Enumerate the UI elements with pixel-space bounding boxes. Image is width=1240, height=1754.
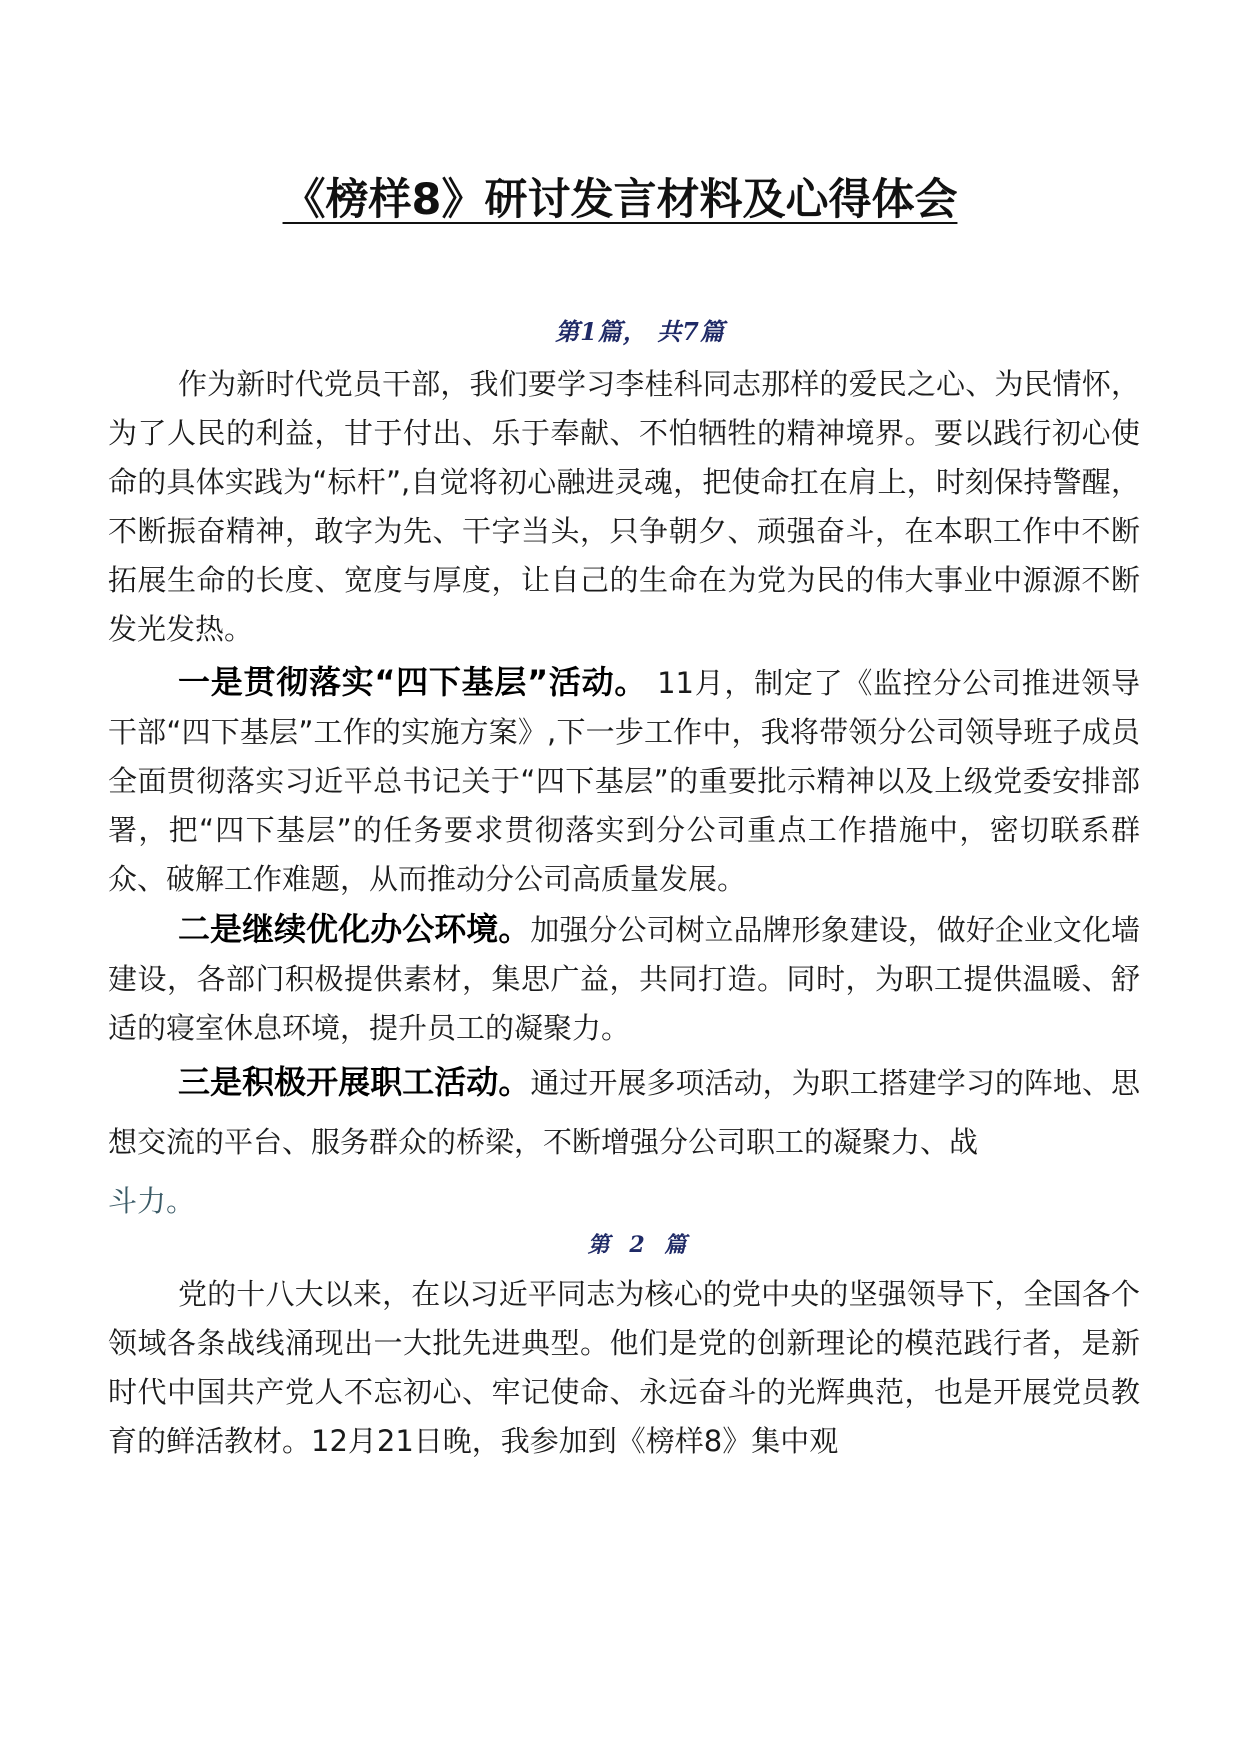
paragraph-intro [108,360,1140,654]
paragraph-lead: 二是继续优化办公环境。 [178,910,531,948]
paragraph-text: 党的十八大以来，在以习近平同志为核心的党中央的坚强领导下，全国各个领域各条战线涌现出一大批先进典型。他们是党的创新理论的模范践行者，是新时代中国共产党人不忘初心、牢记使命、永远奋斗的光辉典范，也是开展党员教育的鲜活教材。12月21日晚，我参加到《榜样8》集中观 [108,1277,1140,1458]
paragraph-text: 11月，制定了《监控分公司推进领导干部“四下基层”工作的实施方案》,下一步工作中，我将带领分公司领导班子成员全面贯彻落实习近平总书记关于“四下基层”的重要批示精神以及上级党委安排部署，把“四下基层”的任务要求贯彻落实到分公司重点工作措施中，密切联系群众、破解工作难题，从而推动分公司高质量发展。 [108,666,1140,896]
paragraph-section2-intro [108,1270,1140,1466]
paragraph-point-1 [108,658,1140,904]
section-heading-2: 第 2 篇 [587,1232,693,1258]
paragraph-text: 通过开展多项活动，为职工搭建学习的阵地、思想交流的平台、服务群众的桥梁，不断增强分公司职工的凝聚力、战 [108,1066,1140,1159]
paragraph-lead: 三是积极开展职工活动。 [178,1063,531,1101]
paragraph-text: 加强分公司树立品牌形象建设，做好企业文化墙建设，各部门积极提供素材，集思广益，共同打造。同时，为职工提供温暖、舒适的寝室休息环境，提升员工的凝聚力。 [108,913,1140,1045]
document-title [0,170,1240,230]
section-heading-1: 第1篇， 共7篇 [555,317,725,346]
paragraph-point-2 [108,905,1140,1053]
paragraph-lead: 一是贯彻落实“四下基层”活动。 [178,663,648,701]
document-title-text: 《榜样8》研讨发言材料及心得体会 [282,175,958,225]
paragraph-tail: 斗力。 [108,1184,196,1218]
paragraph-point-3 [108,1053,1140,1231]
paragraph-text: 作为新时代党员干部，我们要学习李桂科同志那样的爱民之心、为民情怀，为了人民的利益，甘于付出、乐于奉献、不怕牺牲的精神境界。要以践行初心使命的具体实践为“标杆”,自觉将初心融进灵魂，把使命扛在肩上，时刻保持警醒，不断振奋精神，敢字为先、干字当头，只争朝夕、顽强奋斗，在本职工作中不断拓展生命的长度、宽度与厚度，让自己的生命在为党为民的伟大事业中源源不断发光发热。 [108,367,1140,646]
